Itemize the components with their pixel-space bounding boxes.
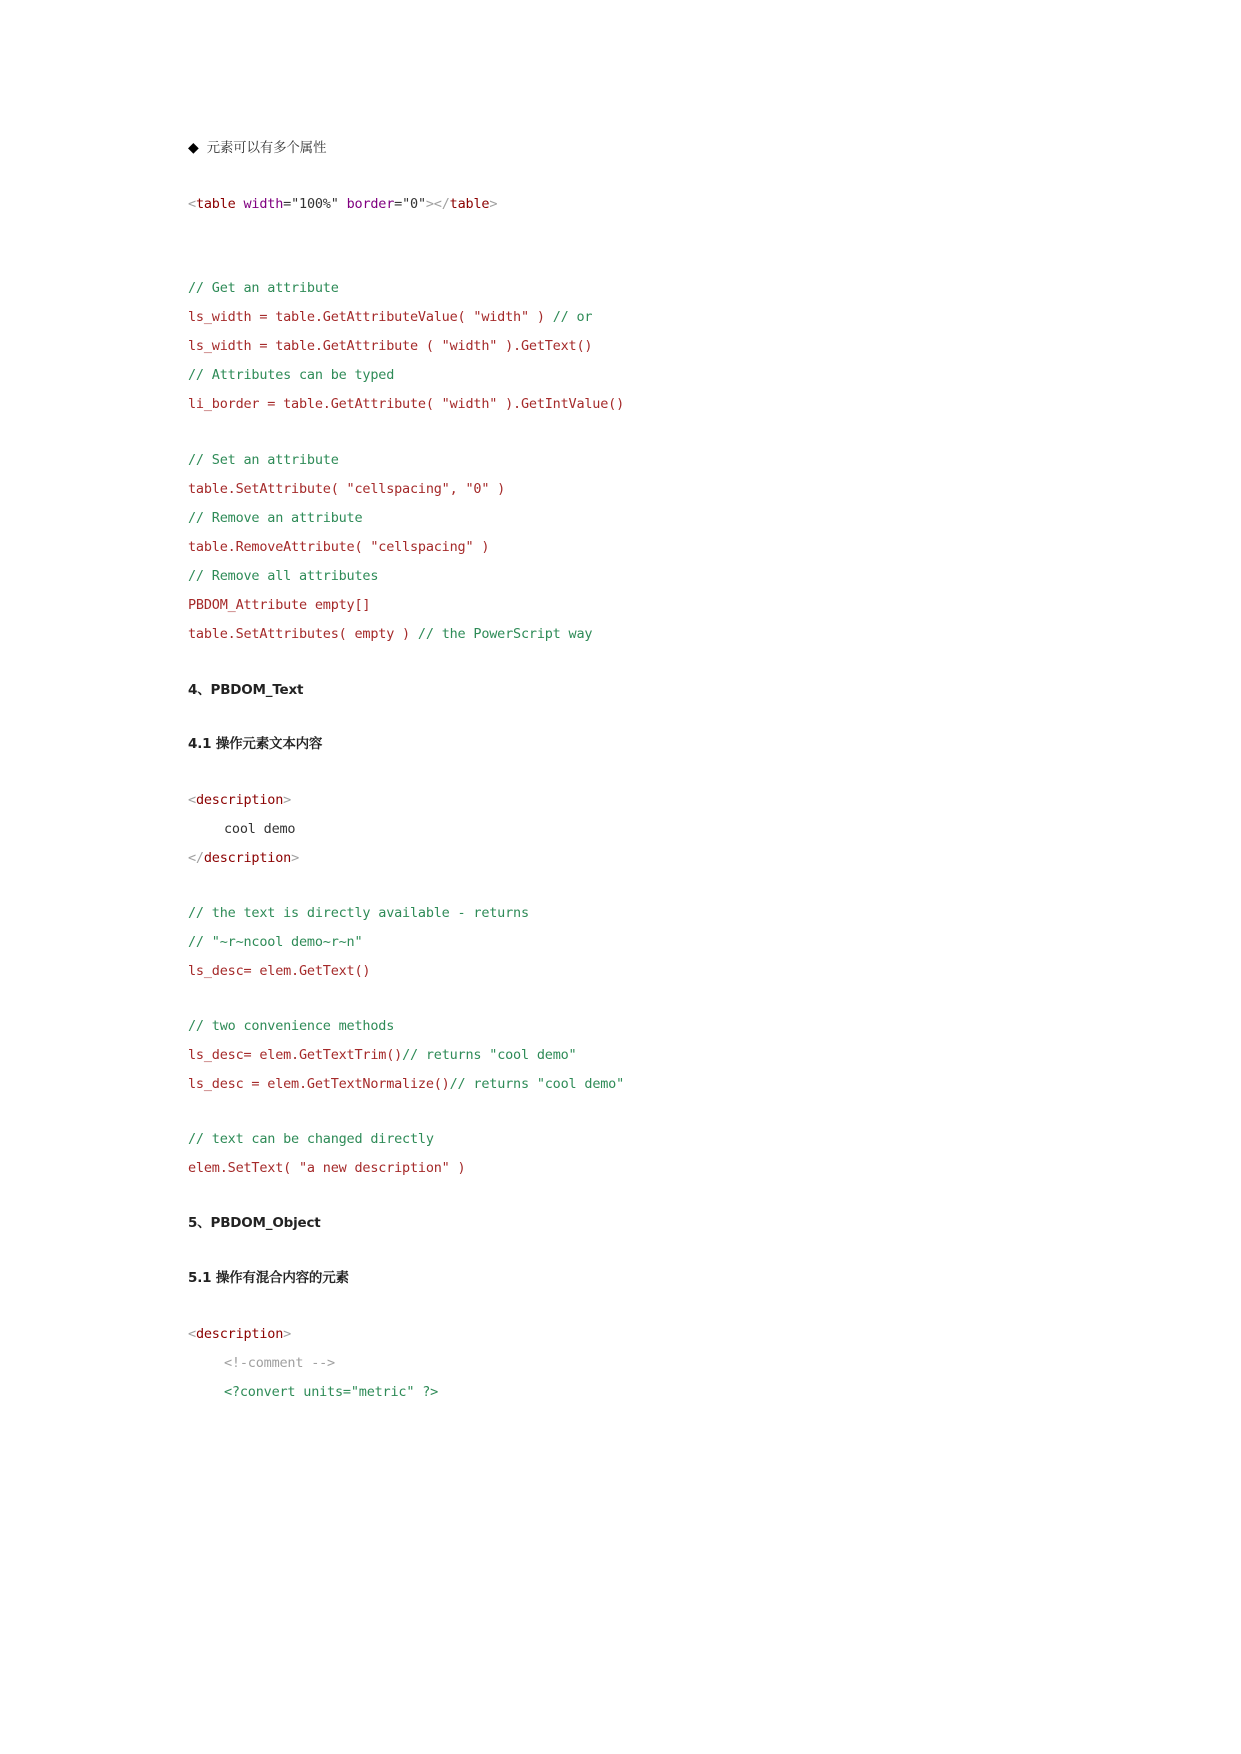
code-line <box>188 450 339 470</box>
code-line <box>224 1353 335 1373</box>
code-line <box>188 278 339 298</box>
text-segment: // Attributes can be typed <box>188 367 395 383</box>
text-segment: // returns "cool demo" <box>402 1047 577 1063</box>
code-line <box>188 595 370 615</box>
bullet-line <box>188 138 326 158</box>
text-segment: ls_desc = elem.GetTextNormalize() <box>188 1076 450 1092</box>
code-line <box>188 1158 465 1178</box>
text-segment: li_border = table.GetAttribute( "width" ).GetIntValue() <box>188 396 625 412</box>
text-segment: description <box>195 1326 284 1342</box>
text-segment: < <box>188 196 196 212</box>
text-segment: table.SetAttribute( "cellspacing", "0" ) <box>188 481 506 497</box>
text-segment: 元素可以有多个属性 <box>206 140 327 156</box>
text-segment: > <box>283 1326 292 1342</box>
text-segment: > <box>291 850 300 866</box>
diamond-bullet-icon: ◆ <box>188 140 199 156</box>
text-segment: <!-comment --> <box>224 1355 335 1371</box>
text-segment: width <box>235 196 284 212</box>
code-line <box>188 961 370 981</box>
section-heading <box>188 680 303 700</box>
text-segment: // or <box>552 309 593 325</box>
section-heading <box>188 1213 321 1233</box>
text-segment: // returns "cool demo" <box>449 1076 625 1092</box>
text-segment: </ <box>188 850 204 866</box>
text-segment: 5.1 操作有混合内容的元素 <box>188 1270 349 1286</box>
code-line <box>188 1129 434 1149</box>
subsection-heading <box>188 1268 349 1288</box>
code-line <box>224 819 295 839</box>
text-segment: < <box>188 792 196 808</box>
code-line <box>224 1382 438 1402</box>
text-segment: 5、PBDOM_Object <box>188 1215 321 1231</box>
text-segment: ls_width = table.GetAttribute ( "width" ).GetText() <box>188 338 593 354</box>
code-line <box>188 307 592 327</box>
text-segment: // Remove an attribute <box>188 510 363 526</box>
code-line <box>188 394 624 414</box>
text-segment: // Set an attribute <box>188 452 339 468</box>
code-line <box>188 537 489 557</box>
code-line-table-tag <box>188 194 497 214</box>
text-segment: // Get an attribute <box>188 280 339 296</box>
text-segment: ="0" <box>394 196 426 212</box>
code-line <box>188 903 529 923</box>
text-segment: elem.SetText( "a new description" ) <box>188 1160 466 1176</box>
text-segment: ls_width = table.GetAttributeValue( "width" ) <box>188 309 553 325</box>
text-segment: table.RemoveAttribute( "cellspacing" ) <box>188 539 490 555</box>
text-segment: // the PowerScript way <box>417 626 593 642</box>
text-segment: ="100%" <box>283 196 339 212</box>
text-segment: PBDOM_Attribute empty[] <box>188 597 371 613</box>
code-line <box>188 1324 291 1344</box>
code-line <box>188 848 299 868</box>
text-segment: <?convert units="metric" ?> <box>224 1384 439 1400</box>
code-line <box>188 508 362 528</box>
text-segment: ls_desc= elem.GetText() <box>188 963 371 979</box>
code-line <box>188 566 378 586</box>
text-segment: 4.1 操作元素文本内容 <box>188 736 323 752</box>
text-segment: table.SetAttributes( empty ) <box>188 626 418 642</box>
code-line <box>188 932 362 952</box>
text-segment: // the text is directly available - returns <box>188 905 529 921</box>
code-line <box>188 365 394 385</box>
code-line <box>188 624 592 644</box>
text-segment: < <box>188 1326 196 1342</box>
code-line <box>188 336 592 356</box>
text-segment: > <box>489 196 498 212</box>
text-segment: // Remove all attributes <box>188 568 379 584</box>
code-line <box>188 479 505 499</box>
code-line <box>188 1045 576 1065</box>
text-segment: cool demo <box>224 821 296 837</box>
code-line <box>188 1016 394 1036</box>
text-segment: ></ <box>425 196 450 212</box>
text-segment: description <box>195 792 284 808</box>
text-segment: ls_desc= elem.GetTextTrim() <box>188 1047 403 1063</box>
text-segment: description <box>203 850 292 866</box>
text-segment: 4、PBDOM_Text <box>188 682 304 698</box>
text-segment: > <box>283 792 292 808</box>
text-segment: table <box>449 196 490 212</box>
code-line <box>188 790 291 810</box>
subsection-heading <box>188 734 322 754</box>
text-segment: table <box>195 196 236 212</box>
code-line <box>188 1074 624 1094</box>
text-segment: // text can be changed directly <box>188 1131 434 1147</box>
text-segment: // "~r~ncool demo~r~n" <box>188 934 363 950</box>
text-segment: // two convenience methods <box>188 1018 395 1034</box>
text-segment: border <box>338 196 395 212</box>
